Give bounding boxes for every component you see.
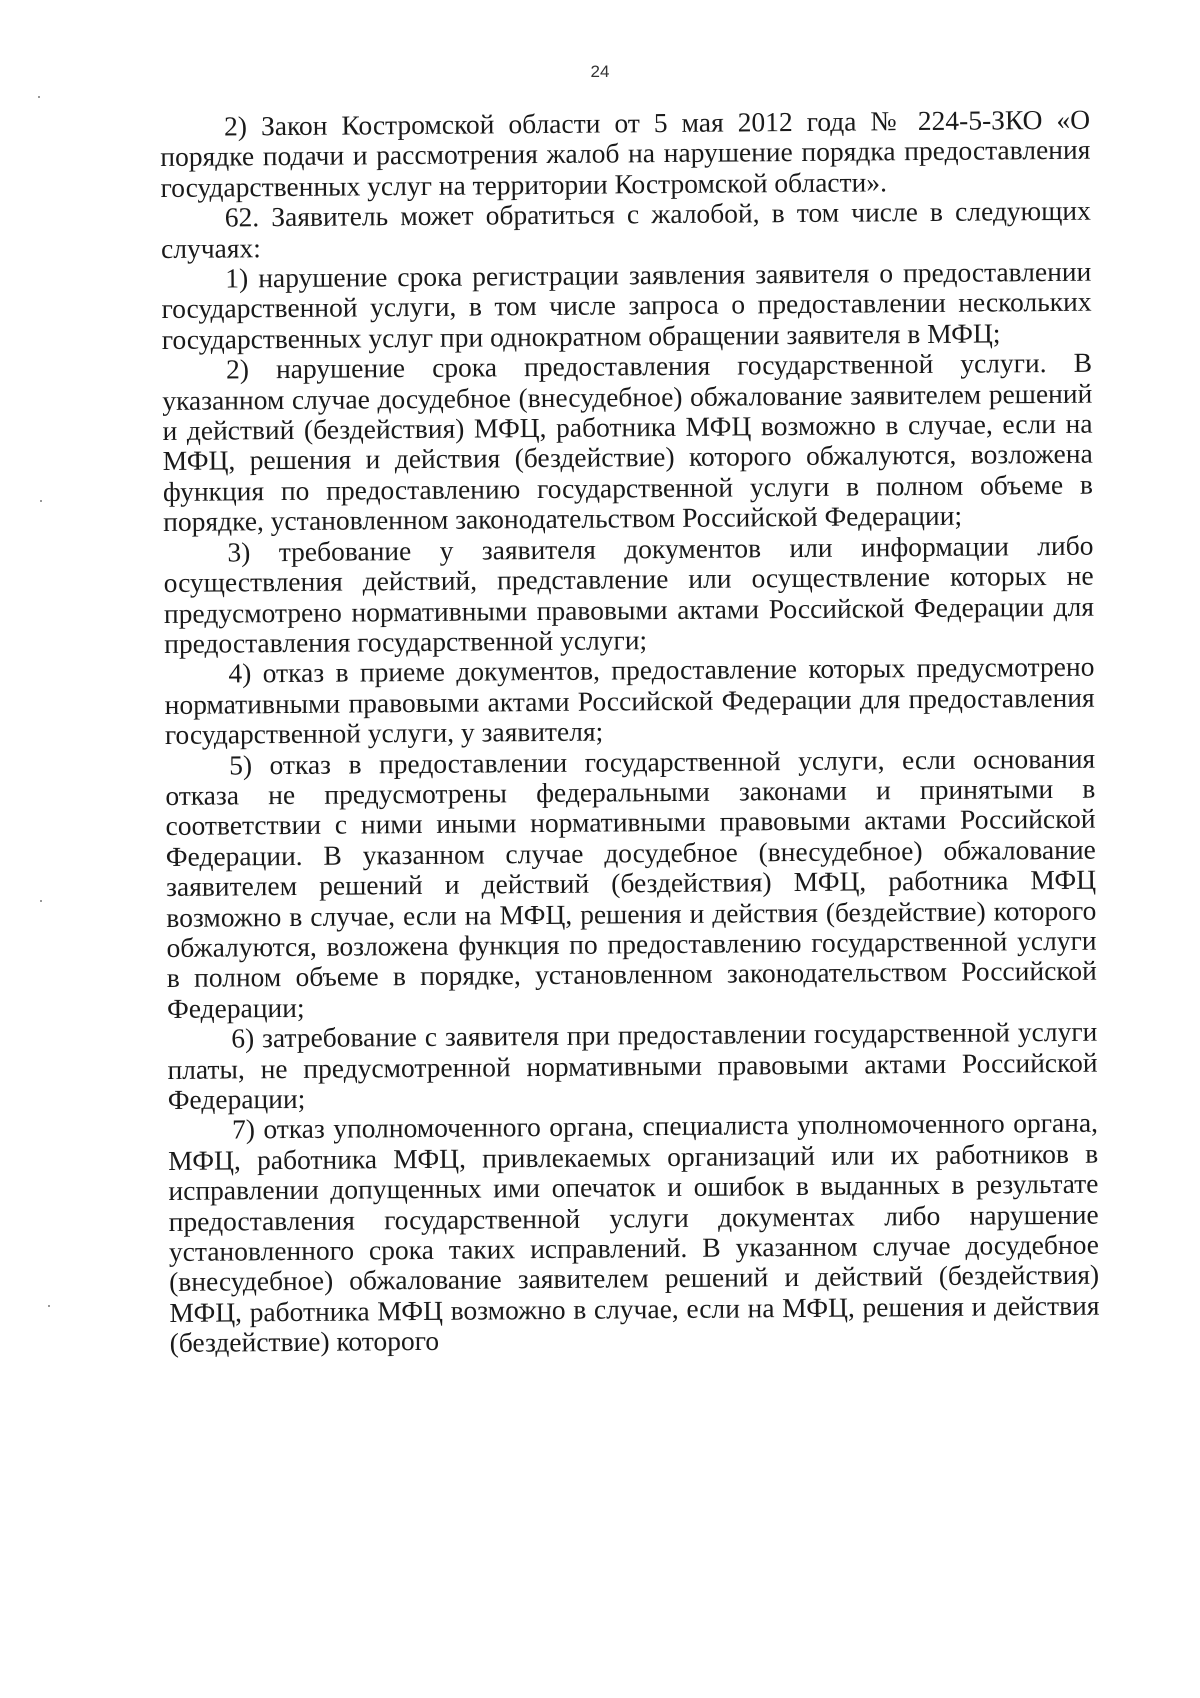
page-number: 24 [590,62,610,81]
paragraph-item-6: 6) затребование с заявителя при предоставлении государственной услуги платы, не предусмотренной нормативными правовыми актами Российской Федерации; [167,1015,1098,1115]
scan-speck [40,900,42,902]
paragraph-item-7: 7) отказ уполномоченного органа, специалиста уполномоченного органа, МФЦ, работника МФЦ, привлекаемых организаций или их работников в исправлении допущенных ими опечаток и ошибок в выданных в результате предоставления государственной услуги документах либо нарушение установленного срока таких исправлений. В указанном случае досудебное (внесудебное) обжалование заявителем решений и действий (бездействия) МФЦ, работника МФЦ возможно в случае, если на МФЦ, решения и действия (бездействие) которого [168,1107,1100,1359]
paragraph-item-1: 1) нарушение срока регистрации заявления заявителя о предоставлении государственной услуги, в том числе запроса о предоставлении нескольких государственных услуг при однократном обращении заявителя в МФЦ; [161,255,1092,355]
paragraph-item-5: 5) отказ в предоставлении государственной услуги, если основания отказа не предусмотрены федеральными законами и принятыми в соответствии с ними иными нормативными правовыми актами Российской Федерации. В указанном случае досудебное (внесудебное) обжалование заявителем решений и действий (бездействия) МФЦ, работника МФЦ возможно в случае, если на МФЦ, решения и действия (бездействие) которого обжалуются, возложена функция по предоставлению государственной услуги в полном объеме в порядке, установленном законодательством Российской Федерации; [165,742,1097,1024]
paragraph-item-4: 4) отказ в приеме документов, предоставление которых предусмотрено нормативными правовыми актами Российской Федерации для предоставления государственной услуги, у заявителя; [164,650,1095,751]
paragraph-62-intro: 62. Заявитель может обратиться с жалобой, в том числе в следующих случаях: [160,194,1091,264]
scan-speck [48,1305,50,1307]
scan-speck [40,500,42,502]
document-body [160,105,1100,1359]
paragraph-law-reference: 2) Закон Костромской области от 5 мая 2012 года № 224-5-ЗКО «О порядке подачи и рассмотрения жалоб на нарушение порядка предоставления государственных услуг на территории Костромской области». [160,103,1091,203]
paragraph-item-3: 3) требование у заявителя документов или информации либо осуществления действий, представление или осуществление которых не предусмотрено нормативными правовыми актами Российской Федерации для предоставления государственной услуги; [163,529,1095,659]
scan-speck [38,96,40,98]
paragraph-item-2: 2) нарушение срока предоставления государственной услуги. В указанном случае досудебное (внесудебное) обжалование заявителем решений и действий (бездействия) МФЦ, работника МФЦ возможно в случае, если на МФЦ, решения и действия (бездействие) которого обжалуются, возложена функция по предоставлению государственной услуги в полном объеме в порядке, установленном законодательством Российской Федерации; [162,346,1094,538]
